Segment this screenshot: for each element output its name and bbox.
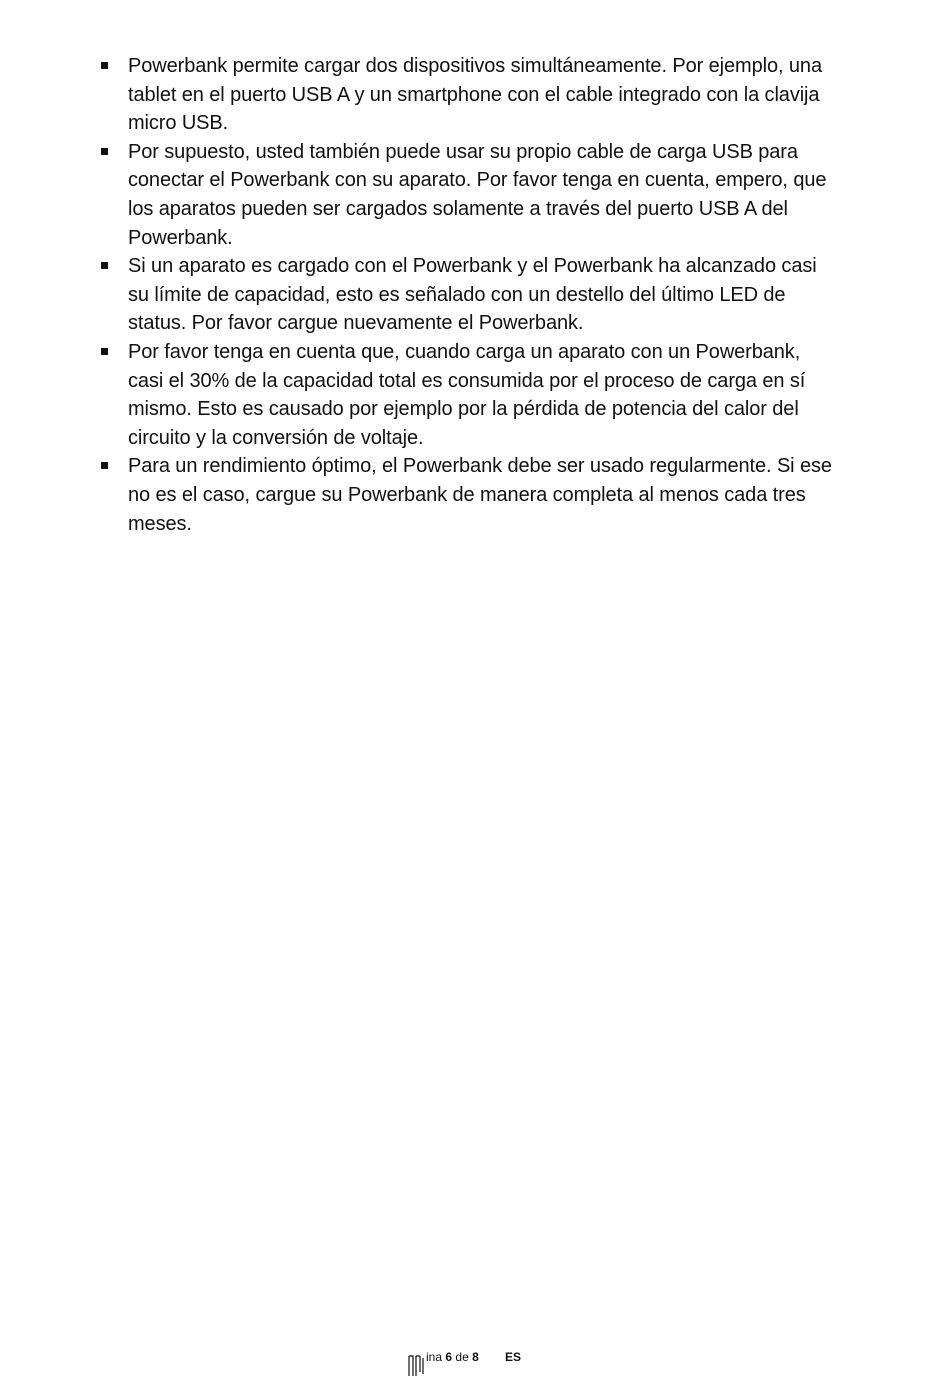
list-item <box>100 452 835 538</box>
language-code: ES <box>505 1350 522 1364</box>
page-total: 8 <box>472 1350 479 1364</box>
square-bullet-icon <box>101 148 108 155</box>
list-item-text: Por supuesto, usted también puede usar su propio cable de carga USB para conectar el Powerbank con su aparato. Por favor tenga en cuenta, empero, que los aparatos pueden ser cargados solamente a través del puerto USB A del Powerbank. <box>128 140 827 249</box>
list-item-text: Por favor tenga en cuenta que, cuando carga un aparato con un Powerbank, casi el 30% de la capacidad total es consumida por el proceso de carga en sí mismo. Esto es causado por ejemplo por la pérdida de potencia del calor del circuito y la conversión de voltaje. <box>128 340 806 449</box>
square-bullet-icon <box>101 462 108 469</box>
list-item <box>100 52 835 138</box>
page-current: 6 <box>445 1350 453 1364</box>
list-item <box>100 338 835 452</box>
list-item-text: Para un rendimiento óptimo, el Powerbank debe ser usado regularmente. Si ese no es el caso, cargue su Powerbank de manera completa al menos cada tres meses. <box>128 455 832 535</box>
list-item <box>100 138 835 252</box>
square-bullet-icon <box>101 262 108 269</box>
page-prefix: ina <box>426 1350 443 1364</box>
list-item-text: Powerbank permite cargar dos dispositivos simultáneamente. Por ejemplo, una tablet en el puerto USB A y un smartphone con el cable integrado con la clavija micro USB. <box>128 55 822 135</box>
garbled-glyph-icon <box>408 1350 424 1376</box>
square-bullet-icon <box>101 348 108 355</box>
square-bullet-icon <box>101 62 108 69</box>
bullet-list <box>100 52 835 538</box>
page-separator: de <box>455 1350 469 1364</box>
list-item <box>100 252 835 338</box>
page-number <box>426 1349 479 1365</box>
list-item-text: Si un aparato es cargado con el Powerbank y el Powerbank ha alcanzado casi su límite de capacidad, esto es señalado con un destello del último LED de status. Por favor cargue nuevamente el Powerbank. <box>128 255 817 335</box>
